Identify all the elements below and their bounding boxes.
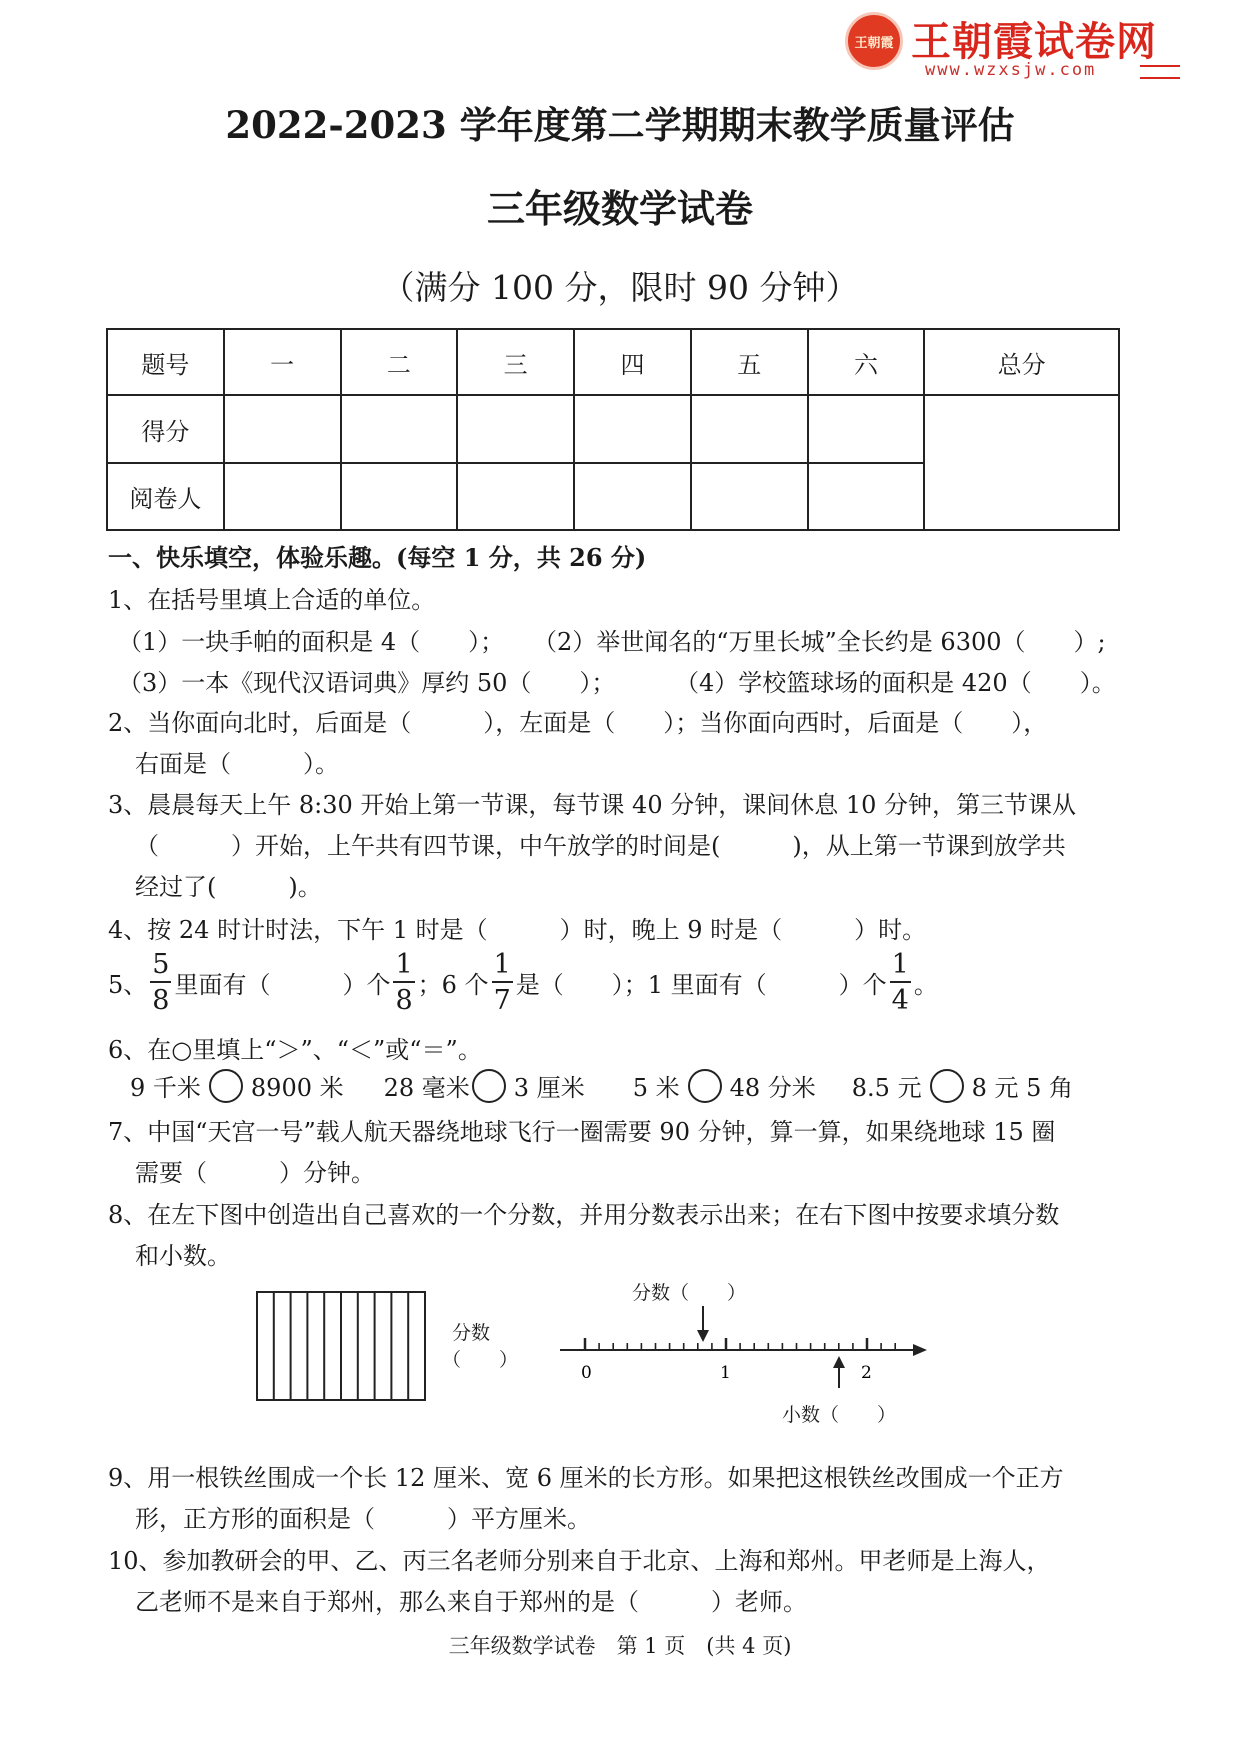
rect-stripes xyxy=(274,1292,408,1400)
question-2-line1: 2、当你面向北时，后面是（ ），左面是（ ）；当你面向西时，后面是（ ）， xyxy=(108,709,1048,737)
frac-num: 5 xyxy=(150,951,171,983)
frac-den: 4 xyxy=(891,984,909,1016)
question-1c: （3）一本《现代汉语词典》厚约 50（ ）； xyxy=(118,669,616,697)
compare-left: 9 千米 xyxy=(130,1074,201,1102)
waves-icon xyxy=(1140,65,1180,79)
site-logo xyxy=(845,10,1225,80)
tick-label-2: 2 xyxy=(861,1363,872,1383)
question-8-line1: 8、在左下图中创造出自己喜欢的一个分数，并用分数表示出来；在右下图中按要求填分数 xyxy=(108,1201,1060,1229)
fraction-1-8 xyxy=(393,948,414,1016)
compare-left: 28 毫米 xyxy=(383,1074,470,1102)
exam-title: 2022-2023 学年度第二学期期末教学质量评估 xyxy=(225,103,1015,147)
header-cell: 四 xyxy=(574,329,691,395)
question-9-line1: 9、用一根铁丝围成一个长 12 厘米、宽 6 厘米的长方形。如果把这根铁丝改围成一个正方 xyxy=(108,1464,1064,1492)
header-cell: 总分 xyxy=(924,329,1119,395)
question-7-line1: 7、中国“天宫一号”载人航天器绕地球飞行一圈需要 90 分钟，算一算，如果绕地球 15 圈 xyxy=(108,1118,1056,1146)
grader-cell[interactable] xyxy=(341,463,458,530)
page-footer: 三年级数学试卷 第 1 页 (共 4 页) xyxy=(448,1634,792,1658)
question-4: 4、按 24 时计时法，下午 1 时是（ ）时，晚上 9 时是（ ）时。 xyxy=(108,916,927,944)
fraction-1-4 xyxy=(890,948,911,1016)
question-5 xyxy=(108,948,938,1016)
tick-label-0: 0 xyxy=(581,1363,592,1383)
seal-icon xyxy=(845,12,903,70)
question-8-line2: 和小数。 xyxy=(135,1242,231,1270)
frac-num: 1 xyxy=(492,951,513,983)
question-1d: （4）学校篮球场的面积是 420（ ）。 xyxy=(675,669,1116,697)
number-line-ticks xyxy=(585,1338,895,1350)
q5-text4: 。 xyxy=(913,970,938,999)
q5-text1: 里面有（ ）个 xyxy=(174,970,391,999)
score-row xyxy=(107,395,1119,463)
grader-cell[interactable] xyxy=(224,463,341,530)
total-score-cell[interactable] xyxy=(924,395,1119,530)
q5-text3: 是（ ）；1 里面有（ ）个 xyxy=(515,970,887,999)
grader-cell[interactable] xyxy=(574,463,691,530)
compare-right: 8 元 5 角 xyxy=(971,1074,1074,1102)
question-2-line2: 右面是（ ）。 xyxy=(135,750,339,778)
question-3-line3: 经过了( )。 xyxy=(135,873,322,901)
striped-rectangle-figure xyxy=(255,1290,430,1405)
question-9-line2: 形，正方形的面积是（ ）平方厘米。 xyxy=(135,1505,591,1533)
section-heading: 一、快乐填空，体验乐趣。(每空 1 分，共 26 分) xyxy=(108,543,647,572)
score-cell[interactable] xyxy=(691,395,808,463)
frac-den: 8 xyxy=(395,984,413,1016)
question-10-line1: 10、参加教研会的甲、乙、丙三名老师分别来自于北京、上海和郑州。甲老师是上海人， xyxy=(108,1547,1051,1575)
exam-subtitle: 三年级数学试卷 xyxy=(486,186,753,231)
q5-text2: ；6 个 xyxy=(417,970,489,999)
exam-note: （满分 100 分，限时 90 分钟） xyxy=(381,268,859,307)
score-cell[interactable] xyxy=(574,395,691,463)
grader-cell[interactable] xyxy=(808,463,925,530)
question-1a: （1）一块手帕的面积是 4（ ）； xyxy=(118,628,505,656)
question-3-line2: （ ）开始，上午共有四节课，中午放学的时间是( )，从上第一节课到放学共 xyxy=(135,832,1066,860)
question-1-stem: 1、在括号里填上合适的单位。 xyxy=(108,586,436,614)
tick-label-1: 1 xyxy=(720,1363,731,1383)
header-cell: 五 xyxy=(691,329,808,395)
score-table xyxy=(106,328,1120,531)
q5-prefix: 5、 xyxy=(108,970,148,999)
header-cell: 二 xyxy=(341,329,458,395)
rect-fraction-blank: （ ） xyxy=(442,1349,519,1371)
compare-left: 5 米 xyxy=(632,1074,680,1102)
compare-right: 48 分米 xyxy=(729,1074,816,1102)
row-label: 得分 xyxy=(107,395,224,463)
question-6-stem: 6、在○里填上“＞”、“＜”或“＝”。 xyxy=(108,1036,482,1064)
score-cell[interactable] xyxy=(457,395,574,463)
score-cell[interactable] xyxy=(808,395,925,463)
rect-fraction-label: 分数 xyxy=(452,1322,491,1344)
question-10-line2: 乙老师不是来自于郑州，那么来自于郑州的是（ ）老师。 xyxy=(135,1588,807,1616)
compare-right: 3 厘米 xyxy=(513,1074,585,1102)
header-cell: 六 xyxy=(808,329,925,395)
score-header-row xyxy=(107,329,1119,395)
number-line xyxy=(555,1300,935,1390)
compare-right: 8900 米 xyxy=(250,1074,344,1102)
seal-text: 王朝霞 xyxy=(854,35,894,51)
fraction-1-7 xyxy=(492,948,513,1016)
grader-cell[interactable] xyxy=(457,463,574,530)
question-6-items xyxy=(130,1068,1073,1103)
frac-den: 7 xyxy=(493,984,511,1016)
header-cell: 三 xyxy=(457,329,574,395)
decimal-pointer-arrow xyxy=(833,1356,845,1368)
frac-num: 1 xyxy=(890,951,911,983)
fraction-pointer-arrow xyxy=(697,1330,709,1342)
numberline-decimal-label: 小数（ ） xyxy=(782,1404,897,1426)
numberline-fraction-label: 分数（ ） xyxy=(632,1282,747,1304)
frac-num: 1 xyxy=(393,951,414,983)
compare-circle[interactable] xyxy=(209,1069,243,1103)
header-cell: 一 xyxy=(224,329,341,395)
question-3-line1: 3、晨晨每天上午 8:30 开始上第一节课，每节课 40 分钟，课间休息 10 分钟，第三节课从 xyxy=(108,791,1077,819)
brand-name: 王朝霞试卷网 xyxy=(911,19,1157,65)
fraction-5-8 xyxy=(150,948,171,1016)
frac-den: 8 xyxy=(152,984,170,1016)
compare-circle[interactable] xyxy=(930,1069,964,1103)
score-cell[interactable] xyxy=(341,395,458,463)
header-cell: 题号 xyxy=(107,329,224,395)
grader-cell[interactable] xyxy=(691,463,808,530)
compare-circle[interactable] xyxy=(472,1069,506,1103)
question-7-line2: 需要（ ）分钟。 xyxy=(135,1159,375,1187)
row-label: 阅卷人 xyxy=(107,463,224,530)
brand-url: www.wzxsjw.com xyxy=(925,60,1097,80)
number-line-arrowhead xyxy=(913,1344,927,1356)
score-cell[interactable] xyxy=(224,395,341,463)
compare-left: 8.5 元 xyxy=(851,1074,922,1102)
compare-circle[interactable] xyxy=(688,1069,722,1103)
question-1b: （2）举世闻名的“万里长城”全长约是 6300（ ）; xyxy=(533,628,1106,656)
